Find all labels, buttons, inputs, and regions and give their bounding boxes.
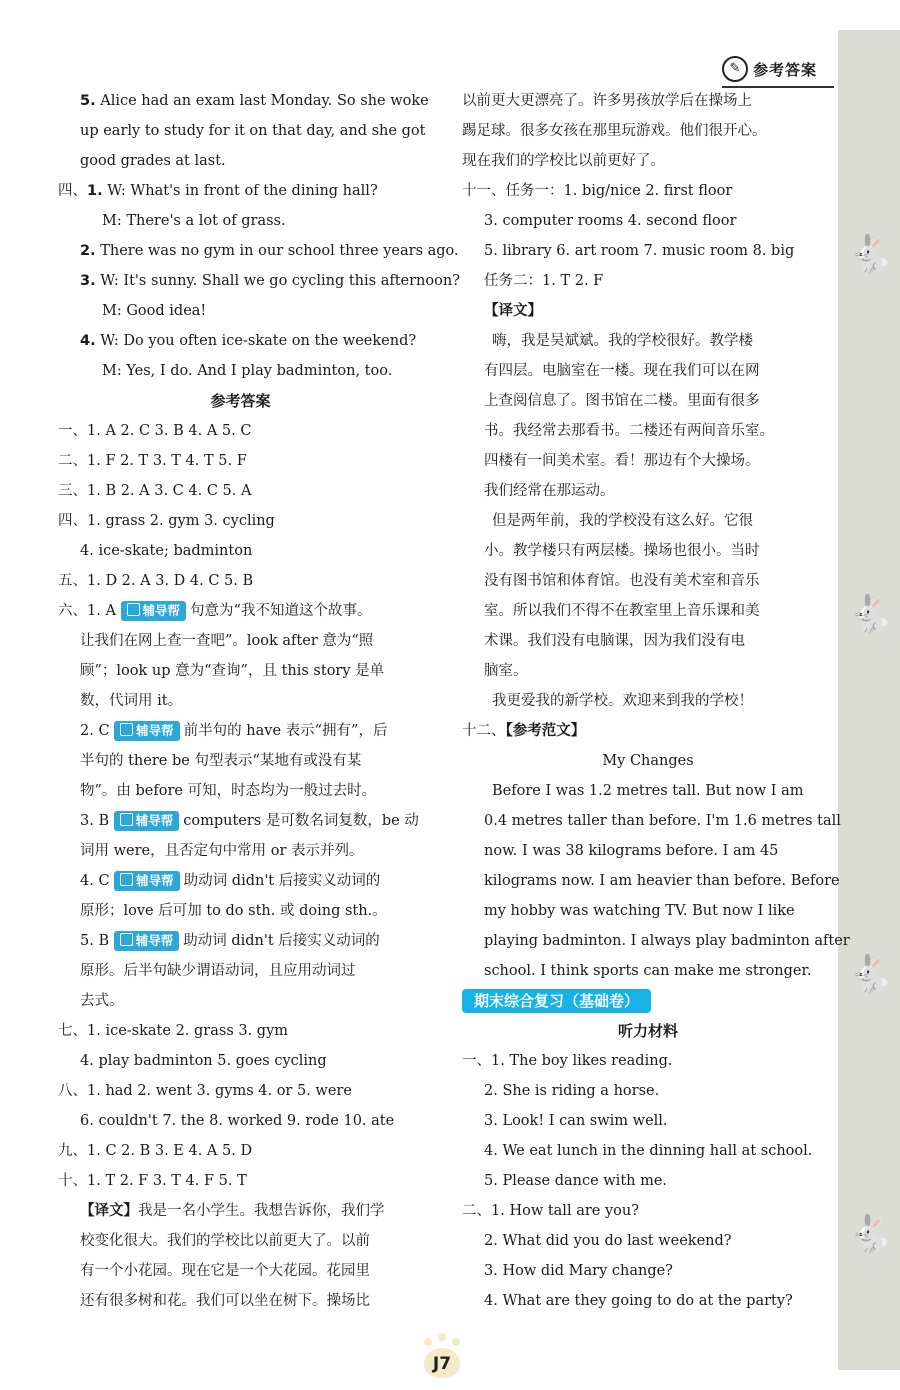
helper-tag: 辅导帮 [114, 811, 180, 831]
translation-label: 【译文】 [484, 303, 542, 319]
translation-line: 现在我们的学校比以前更好了。 [462, 153, 665, 169]
answer-row: 一、1. A 2. C 3. B 4. A 5. C [58, 423, 252, 439]
text-line: 原形；love 后可加 to do sth. 或 doing sth.。 [80, 903, 387, 919]
translation-line: 四楼有一间美术室。看！那边有个大操场。 [484, 453, 760, 469]
translation-line: 脑室。 [484, 663, 528, 679]
helper-tag: 辅导帮 [121, 601, 187, 621]
translation-line: 踢足球。很多女孩在那里玩游戏。他们很开心。 [462, 123, 767, 139]
text-line: 4. W: Do you often ice-skate on the weekend? [80, 333, 417, 349]
essay-line: now. I was 38 kilograms before. I am 45 [484, 843, 779, 859]
essay-line: school. I think sports can make me stronger. [484, 963, 812, 979]
text-line: 顾”；look up 意为“查询”，且 this story 是单 [80, 663, 385, 679]
translation-line: 但是两年前，我的学校没有这么好。它很 [492, 513, 753, 529]
translation-line: 书。我经常去那看书。二楼还有两间音乐室。 [484, 423, 774, 439]
essay-line: 0.4 metres taller than before. I'm 1.6 metres tall [484, 813, 841, 829]
rabbit-icon: 🐇 [848, 594, 893, 635]
text-line: 5. Alice had an exam last Monday. So she woke [80, 93, 429, 109]
listening-line: 5. Please dance with me. [484, 1173, 668, 1189]
essay-title: My Changes [602, 753, 694, 769]
listening-line: 2. What did you do last weekend? [484, 1233, 732, 1249]
text-line: M: There's a lot of grass. [102, 213, 286, 229]
essay-line: playing badminton. I always play badminton after [484, 933, 850, 949]
text-line: 让我们在网上查一查吧”。look after 意为“照 [80, 633, 374, 649]
side-decoration-strip [838, 30, 900, 1370]
essay-heading: 十二、【参考范文】 [462, 723, 586, 739]
rabbit-icon: 🐇 [848, 1214, 893, 1255]
paw-icon [438, 1333, 446, 1341]
answer-row: 二、1. F 2. T 3. T 4. T 5. F [58, 453, 247, 469]
translation-line: 术课。我们没有电脑课，因为我们没有电 [484, 633, 745, 649]
translation-line: 没有图书馆和体育馆。也没有美术室和音乐 [484, 573, 760, 589]
listening-line: 4. We eat lunch in the dinning hall at school. [484, 1143, 813, 1159]
answers-heading: 参考答案 [210, 392, 271, 410]
translation-line: 【译文】我是一名小学生。我想告诉你，我们学 [80, 1203, 385, 1219]
translation-line: 有四层。电脑室在一楼。现在我们可以在网 [484, 363, 760, 379]
text-line: 3. W: It's sunny. Shall we go cycling this afternoon? [80, 273, 460, 289]
page-number: J7 [432, 1354, 452, 1374]
answer-row: 三、1. B 2. A 3. C 4. C 5. A [58, 483, 252, 499]
right-column [462, 86, 850, 1316]
translation-line: 室。所以我们不得不在教室里上音乐课和美 [484, 603, 760, 619]
text-line: good grades at last. [80, 153, 226, 169]
answer-row: 4. ice-skate; badminton [80, 543, 253, 559]
answer-row: 5. B 辅导帮 助动词 didn't 后接实义动词的 [80, 933, 380, 949]
answer-row: 九、1. C 2. B 3. E 4. A 5. D [58, 1143, 253, 1159]
listening-line: 4. What are they going to do at the party? [484, 1293, 793, 1309]
book-icon [127, 603, 140, 616]
translation-line: 还有很多树和花。我们可以坐在树下。操场比 [80, 1293, 370, 1309]
helper-tag: 辅导帮 [114, 931, 180, 951]
answer-row: 八、1. had 2. went 3. gyms 4. or 5. were [58, 1083, 352, 1099]
translation-line: 我们经常在那运动。 [484, 483, 615, 499]
rabbit-icon: 🐇 [848, 954, 893, 995]
book-icon [120, 873, 133, 886]
answer-row: 十一、任务一：1. big/nice 2. first floor [462, 183, 733, 199]
translation-line: 小。教学楼只有两层楼。操场也很小。当时 [484, 543, 760, 559]
translation-line: 上查阅信息了。图书馆在二楼。里面有很多 [484, 393, 760, 409]
answer-row: 3. B 辅导帮 computers 是可数名词复数，be 动 [80, 813, 419, 829]
answer-row: 任务二：1. T 2. F [484, 273, 604, 289]
listening-line: 2. She is riding a horse. [484, 1083, 660, 1099]
answer-row: 十、1. T 2. F 3. T 4. F 5. T [58, 1173, 247, 1189]
helper-tag: 辅导帮 [114, 871, 180, 891]
answer-row: 6. couldn't 7. the 8. worked 9. rode 10. ate [80, 1113, 395, 1129]
translation-line: 以前更大更漂亮了。许多男孩放学后在操场上 [462, 93, 752, 109]
listening-line: 3. Look! I can swim well. [484, 1113, 668, 1129]
essay-line: my hobby was watching TV. But now I like [484, 903, 795, 919]
text-line: 半句的 there be 句型表示“某地有或没有某 [80, 753, 362, 769]
answer-row: 2. C 辅导帮 前半句的 have 表示“拥有”，后 [80, 723, 388, 739]
answer-row: 四、1. grass 2. gym 3. cycling [58, 513, 275, 529]
answer-row: 4. play badminton 5. goes cycling [80, 1053, 327, 1069]
text-line: 四、1. W: What's in front of the dining hall? [58, 183, 378, 199]
text-line: 原形。后半句缺少谓语动词，且应用动词过 [80, 963, 356, 979]
answer-row: 七、1. ice-skate 2. grass 3. gym [58, 1023, 289, 1039]
translation-line: 嗨，我是吴斌斌。我的学校很好。教学楼 [492, 333, 753, 349]
translation-line: 有一个小花园。现在它是一个大花园。花园里 [80, 1263, 370, 1279]
book-icon: ✎ [722, 56, 748, 82]
essay-line: Before I was 1.2 metres tall. But now I am [492, 783, 804, 799]
helper-tag: 辅导帮 [114, 721, 180, 741]
book-icon [120, 933, 133, 946]
listening-heading: 听力材料 [617, 1022, 678, 1040]
answer-key-badge [722, 54, 834, 84]
essay-line: kilograms now. I am heavier than before. Before [484, 873, 840, 889]
listening-line: 3. How did Mary change? [484, 1263, 673, 1279]
left-column [58, 86, 460, 1316]
answer-row: 五、1. D 2. A 3. D 4. C 5. B [58, 573, 254, 589]
text-line: 词用 were，且否定句中常用 or 表示并列。 [80, 843, 364, 859]
listening-line: 二、1. How tall are you? [462, 1203, 639, 1219]
translation-line: 校变化很大。我们的学校比以前更大了。以前 [80, 1233, 370, 1249]
text-line: 去式。 [80, 993, 124, 1009]
section-banner: 期末综合复习（基础卷） [462, 989, 651, 1013]
answer-row: 3. computer rooms 4. second floor [484, 213, 737, 229]
rabbit-icon: 🐇 [848, 234, 893, 275]
text-line: M: Good idea! [102, 303, 207, 319]
text-line: 数，代词用 it。 [80, 693, 183, 709]
listening-line: 一、1. The boy likes reading. [462, 1053, 673, 1069]
answer-row: 5. library 6. art room 7. music room 8. big [484, 243, 795, 259]
book-icon [120, 813, 133, 826]
answer-row: 4. C 辅导帮 助动词 didn't 后接实义动词的 [80, 873, 381, 889]
section-banner-row [462, 986, 834, 1016]
answer-row: 六、1. A 辅导帮 句意为“我不知道这个故事。 [58, 603, 372, 619]
text-line: M: Yes, I do. And I play badminton, too. [102, 363, 393, 379]
text-line: 2. There was no gym in our school three years ago. [80, 243, 459, 259]
book-icon [120, 723, 133, 736]
text-line: 物”。由 before 可知，时态均为一般过去时。 [80, 783, 377, 799]
translation-line: 我更爱我的新学校。欢迎来到我的学校！ [492, 693, 753, 709]
badge-label: 参考答案 [753, 60, 818, 79]
text-line: up early to study for it on that day, and she got [80, 123, 426, 139]
